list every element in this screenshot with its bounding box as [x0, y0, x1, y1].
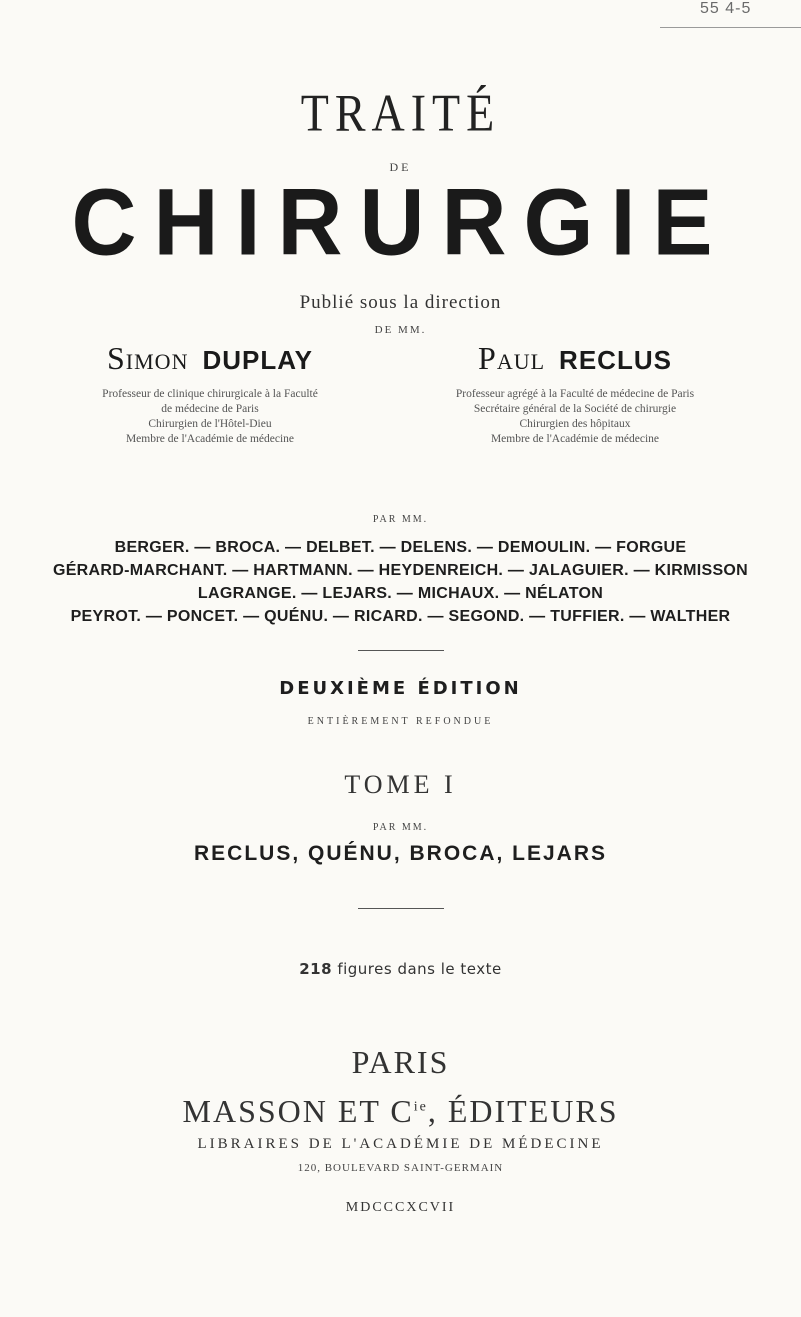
- editor-firstname-rest: IMON: [125, 349, 189, 374]
- editor-title-line: Professeur de clinique chirurgicale à la Faculté: [102, 388, 318, 400]
- editor-duplay: [75, 340, 345, 447]
- imprint-address: 120, BOULEVARD SAINT-GERMAIN: [297, 1162, 504, 1174]
- publisher-role: , ÉDITEURS: [427, 1093, 619, 1129]
- collaborators-list: [0, 536, 801, 628]
- editor-title-line: Membre de l'Académie de médecine: [490, 433, 660, 445]
- tome-par-mm: PAR MM.: [372, 822, 429, 833]
- figures-count: 218: [299, 960, 333, 978]
- tome-label: TOME I: [344, 770, 457, 799]
- editor-reclus: [405, 340, 745, 447]
- publisher-sup: ie: [413, 1099, 428, 1115]
- editor-name: [75, 340, 345, 377]
- published-under: Publié sous la direction: [299, 292, 502, 313]
- title-de: DE: [389, 160, 412, 174]
- collaborators-line: BERGER. — BROCA. — DELBET. — DELENS. — DEMOULIN. — FORGUE: [114, 539, 687, 556]
- imprint-publisher: [0, 1093, 801, 1130]
- collaborators-line: LAGRANGE. — LEJARS. — MICHAUX. — NÉLATON: [197, 585, 604, 602]
- shelf-mark: 55 4-5: [700, 0, 752, 17]
- editor-title-line: Membre de l'Académie de médecine: [125, 433, 295, 445]
- editor-initial: S: [107, 340, 126, 376]
- divider: [358, 650, 444, 651]
- de-mm: DE MM.: [374, 324, 427, 336]
- imprint-libraires: LIBRAIRES DE L'ACADÉMIE DE MÉDECINE: [197, 1136, 604, 1152]
- editor-firstname-rest: AUL: [496, 349, 546, 374]
- editor-surname: RECLUS: [559, 345, 672, 375]
- collaborators-par-mm: PAR MM.: [372, 514, 429, 525]
- imprint-city: PARIS: [351, 1044, 450, 1080]
- figures-note: [0, 960, 801, 978]
- editor-title-line: Secrétaire général de la Société de chirurgie: [473, 403, 677, 415]
- editor-title-line: Professeur agrégé à la Faculté de médecine de Paris: [455, 388, 695, 400]
- title-chirurgie: CHIRURGIE: [71, 170, 730, 276]
- divider: [358, 908, 444, 909]
- tome-authors: RECLUS, QUÉNU, BROCA, LEJARS: [193, 842, 608, 865]
- figures-text: figures dans le texte: [332, 960, 502, 978]
- edition-title: DEUXIÈME ÉDITION: [279, 678, 522, 699]
- editor-title-line: Chirurgien des hôpitaux: [519, 418, 631, 430]
- imprint-year: MDCCCXCVII: [345, 1200, 456, 1215]
- editor-initial: P: [478, 340, 497, 376]
- editor-title-line: Chirurgien de l'Hôtel-Dieu: [148, 418, 272, 430]
- shelf-mark-underline: [660, 27, 801, 28]
- collaborators-line: PEYROT. — PONCET. — QUÉNU. — RICARD. — SEGOND. — TUFFIER. — WALTHER: [70, 608, 731, 625]
- editor-name: [405, 340, 745, 377]
- collaborators-line: GÉRARD-MARCHANT. — HARTMANN. — HEYDENREICH. — JALAGUIER. — KIRMISSON: [52, 562, 749, 579]
- editor-surname: DUPLAY: [202, 345, 313, 375]
- publisher-name: MASSON ET C: [182, 1093, 414, 1129]
- editor-title-line: de médecine de Paris: [161, 403, 259, 415]
- edition-subtitle: ENTIÈREMENT REFONDUE: [307, 716, 494, 727]
- title-traite: TRAITÉ: [300, 83, 501, 142]
